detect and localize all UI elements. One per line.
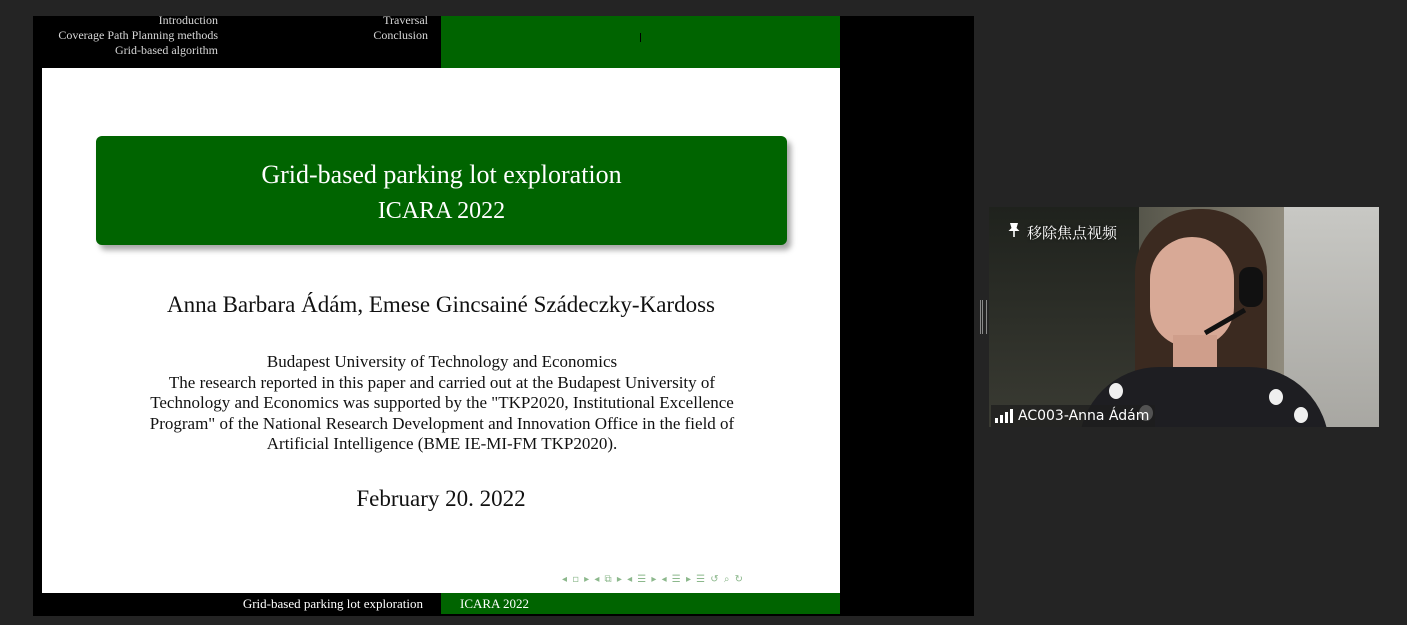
header-green-band [441,16,840,68]
header-link-conclusion[interactable]: Conclusion [373,28,428,42]
slide-title: Grid-based parking lot exploration [261,160,622,189]
pin-icon [1007,222,1021,243]
participant-name-tag [991,405,1155,427]
slide-footer [42,593,840,614]
header-section-nav-right [322,13,428,43]
header-link-introduction[interactable]: Introduction [158,13,218,27]
signal-bars-icon [995,409,1013,423]
slide-date: February 20. 2022 [356,486,526,511]
institution-line: Budapest University of Technology and Economics [266,352,618,371]
slide-authors: Anna Barbara Ádám, Emese Gincsainé Szádeczky-Kardoss [167,292,715,317]
slide-institution [122,352,762,455]
unpin-video-label: 移除焦点视频 [1027,224,1118,242]
header-link-traversal[interactable]: Traversal [383,13,428,27]
participant-video-tile[interactable] [989,207,1379,427]
slide-header [42,13,840,68]
participant-face [1150,237,1234,347]
resize-handle[interactable] [980,300,987,334]
header-link-coverage-path-planning[interactable]: Coverage Path Planning methods [58,28,218,42]
footer-event: ICARA 2022 [441,593,840,614]
institution-line: The research reported in this paper and carried out at the Budapest University of [168,372,716,392]
institution-line: Program" of the National Research Development and Innovation Office in the field of [149,413,735,433]
slide-subtitle: ICARA 2022 [377,198,506,224]
presentation-slide [42,13,840,614]
participant-name: AC003-Anna Ádám [1018,408,1150,424]
shirt-dot [1109,383,1123,399]
shirt-dot [1269,389,1283,405]
headset-icon [1239,267,1263,307]
institution-line: Artificial Intelligence (BME IE-MI-FM TKP2020). [266,434,618,453]
text-cursor-icon [640,33,641,42]
unpin-video-button[interactable] [1007,222,1117,243]
footer-title: Grid-based parking lot exploration [42,593,441,614]
header-section-nav-left [42,13,218,58]
header-link-grid-based-algorithm[interactable]: Grid-based algorithm [115,43,218,57]
title-block [96,136,787,245]
beamer-navigation-symbols[interactable]: ◂ ▫ ▸ ◂ ⧉ ▸ ◂ ☰ ▸ ◂ ☰ ▸ ☰ ↺ ⌕ ↻ [562,574,745,585]
institution-line: Technology and Economics was supported by the "TKP2020, Institutional Excellence [150,393,734,412]
shared-screen [33,13,974,616]
shirt-dot [1294,407,1308,423]
